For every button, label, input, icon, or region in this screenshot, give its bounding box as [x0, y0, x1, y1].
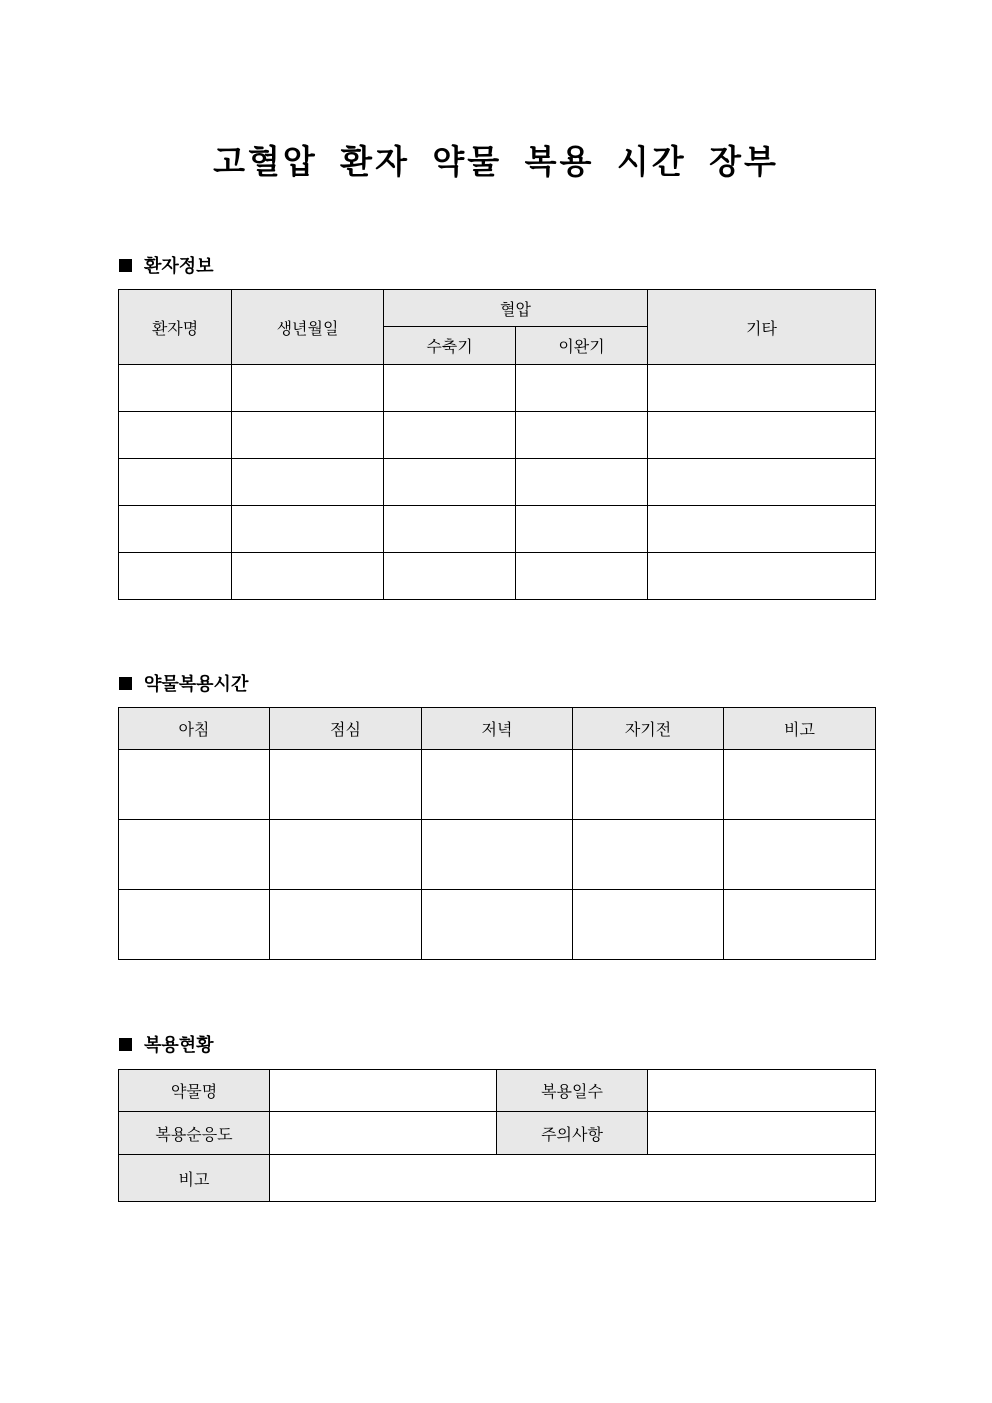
table-row	[119, 890, 876, 960]
label-precautions: 주의사항	[497, 1112, 648, 1155]
table-row	[119, 412, 876, 459]
page-title: 고혈압 환자 약물 복용 시간 장부	[213, 142, 779, 181]
field-compliance[interactable]	[270, 1112, 497, 1155]
section-heading-label: 약물복용시간	[144, 674, 249, 695]
table-cell[interactable]	[119, 750, 270, 820]
table-cell[interactable]	[232, 459, 384, 506]
medication-status-table	[118, 1069, 876, 1202]
table-row	[119, 750, 876, 820]
table-cell[interactable]	[724, 890, 876, 960]
table-cell[interactable]	[573, 820, 724, 890]
table-cell[interactable]	[232, 553, 384, 600]
label-drug-name: 약물명	[119, 1070, 270, 1112]
section-heading-medication-time	[119, 671, 248, 695]
square-bullet-icon	[119, 677, 132, 690]
section-heading-patient-info	[119, 253, 214, 277]
table-row	[119, 506, 876, 553]
field-precautions[interactable]	[648, 1112, 876, 1155]
field-drug-name[interactable]	[270, 1070, 497, 1112]
table-cell[interactable]	[384, 412, 516, 459]
table-cell[interactable]	[384, 459, 516, 506]
header-evening: 저녁	[422, 708, 573, 750]
table-cell[interactable]	[516, 412, 648, 459]
header-bedtime: 자기전	[573, 708, 724, 750]
table-cell[interactable]	[119, 365, 232, 412]
header-morning: 아침	[119, 708, 270, 750]
label-compliance: 복용순응도	[119, 1112, 270, 1155]
table-cell[interactable]	[119, 890, 270, 960]
table-cell[interactable]	[422, 750, 573, 820]
label-days: 복용일수	[497, 1070, 648, 1112]
table-cell[interactable]	[384, 365, 516, 412]
table-cell[interactable]	[384, 553, 516, 600]
table-cell[interactable]	[119, 459, 232, 506]
table-cell[interactable]	[232, 412, 384, 459]
section-heading-label: 환자정보	[144, 256, 214, 277]
section-heading-label: 복용현황	[144, 1035, 214, 1056]
table-cell[interactable]	[648, 506, 876, 553]
table-cell[interactable]	[422, 890, 573, 960]
table-cell[interactable]	[270, 890, 422, 960]
table-cell[interactable]	[422, 820, 573, 890]
header-lunch: 점심	[270, 708, 422, 750]
table-cell[interactable]	[119, 553, 232, 600]
table-cell[interactable]	[516, 506, 648, 553]
field-days[interactable]	[648, 1070, 876, 1112]
table-cell[interactable]	[648, 412, 876, 459]
header-other: 기타	[648, 290, 876, 365]
table-cell[interactable]	[119, 412, 232, 459]
header-systolic: 수축기	[384, 327, 516, 365]
table-cell[interactable]	[648, 553, 876, 600]
table-cell[interactable]	[119, 820, 270, 890]
table-cell[interactable]	[516, 365, 648, 412]
table-row	[119, 459, 876, 506]
table-cell[interactable]	[648, 459, 876, 506]
table-cell[interactable]	[724, 820, 876, 890]
field-notes[interactable]	[270, 1155, 876, 1202]
table-cell[interactable]	[232, 506, 384, 553]
table-cell[interactable]	[119, 506, 232, 553]
section-heading-medication-status	[119, 1032, 214, 1056]
table-cell[interactable]	[573, 890, 724, 960]
header-blood-pressure: 혈압	[384, 290, 648, 327]
table-cell[interactable]	[384, 506, 516, 553]
header-birthdate: 생년월일	[232, 290, 384, 365]
table-cell[interactable]	[516, 459, 648, 506]
label-notes: 비고	[119, 1155, 270, 1202]
medication-time-table	[118, 707, 876, 960]
table-row	[119, 820, 876, 890]
table-cell[interactable]	[573, 750, 724, 820]
square-bullet-icon	[119, 1038, 132, 1051]
table-cell[interactable]	[270, 820, 422, 890]
table-row	[119, 365, 876, 412]
table-cell[interactable]	[648, 365, 876, 412]
patient-info-table	[118, 289, 876, 600]
table-cell[interactable]	[724, 750, 876, 820]
header-remarks: 비고	[724, 708, 876, 750]
header-diastolic: 이완기	[516, 327, 648, 365]
square-bullet-icon	[119, 259, 132, 272]
table-cell[interactable]	[516, 553, 648, 600]
table-cell[interactable]	[270, 750, 422, 820]
table-row	[119, 553, 876, 600]
header-patient-name: 환자명	[119, 290, 232, 365]
table-cell[interactable]	[232, 365, 384, 412]
